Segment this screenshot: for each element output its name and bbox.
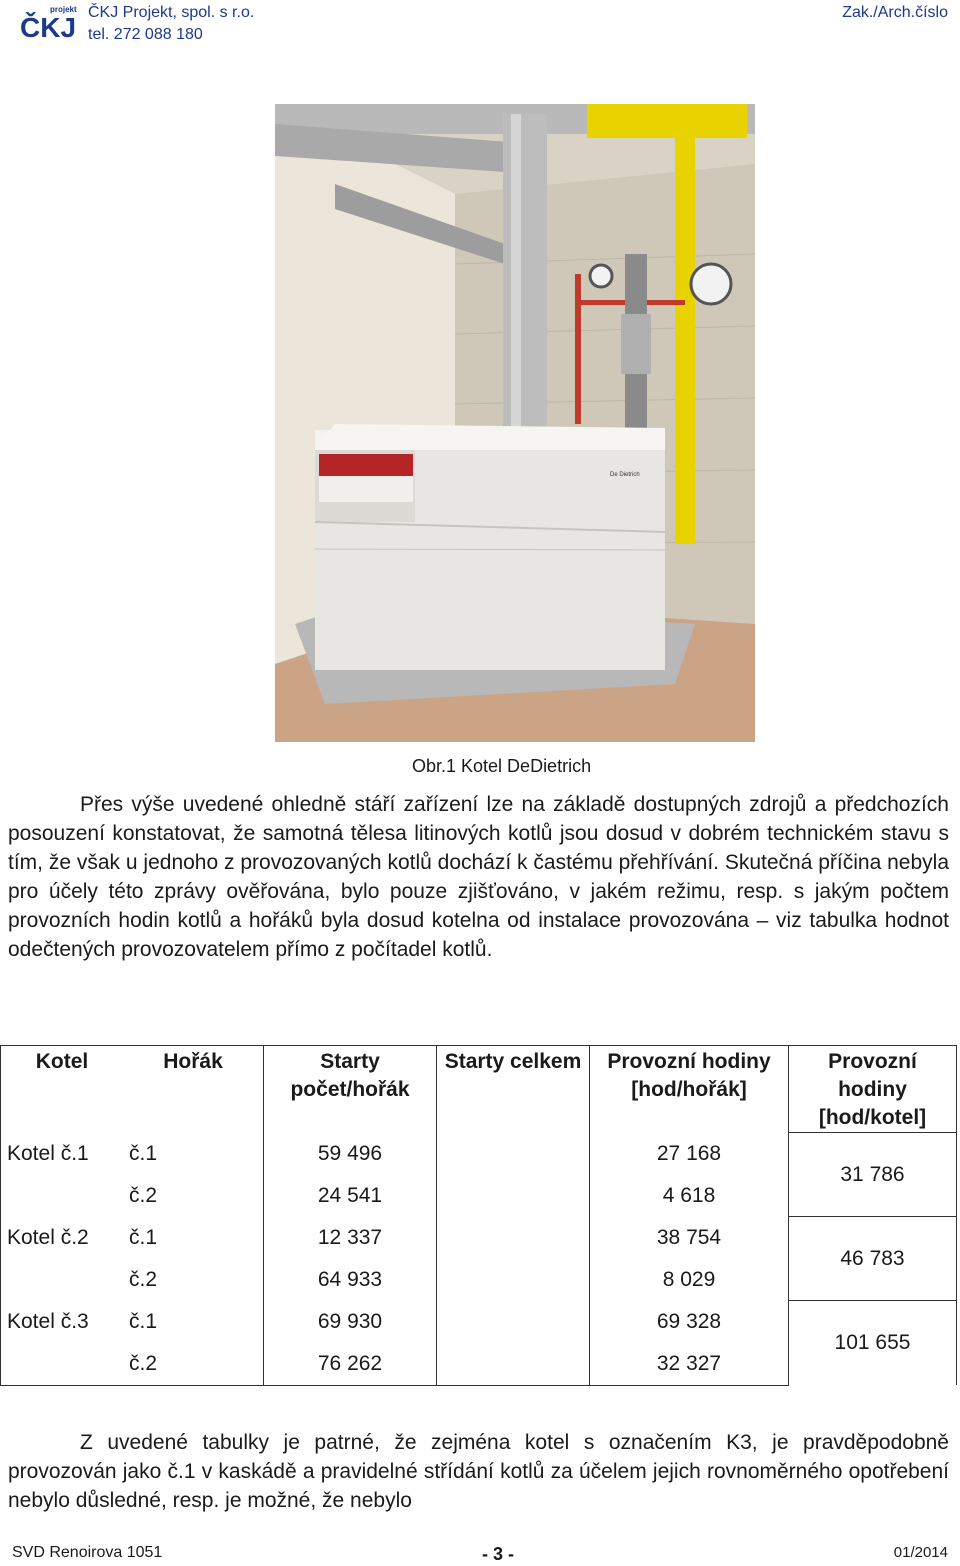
footer-page-number: - 3 - xyxy=(482,1544,515,1564)
cell-kotel-total: 101 655 xyxy=(789,1301,957,1386)
cell-horak: č.2 xyxy=(123,1175,264,1217)
reference-number-label: Zak./Arch.číslo xyxy=(842,4,948,21)
figure-caption: Obr.1 Kotel DeDietrich xyxy=(412,756,592,776)
cell-celkem xyxy=(437,1217,590,1259)
table-row xyxy=(1,1133,957,1175)
cell-kotel xyxy=(1,1343,124,1386)
header-horak: Hořák xyxy=(123,1046,264,1133)
cell-starty: 69 930 xyxy=(317,1309,383,1333)
cell-hodiny: 32 327 xyxy=(590,1343,789,1386)
cell-kotel: Kotel č.3 xyxy=(1,1301,124,1343)
svg-text:projekt: projekt xyxy=(50,5,77,14)
cell-hodiny: 27 168 xyxy=(590,1133,789,1175)
header-starty-pocet: Starty počet/hořák xyxy=(264,1046,437,1133)
cell-celkem xyxy=(437,1301,590,1343)
cell-horak: č.2 xyxy=(123,1259,264,1301)
cell-hodiny: 38 754 xyxy=(590,1217,789,1259)
header-hodiny-kotel: Provozní hodiny [hod/kotel] xyxy=(789,1046,957,1133)
cell-starty: 12 337 xyxy=(317,1225,383,1249)
cell-starty: 76 262 xyxy=(264,1343,437,1386)
cell-hodiny: 69 328 xyxy=(590,1301,789,1343)
cell-celkem xyxy=(437,1343,590,1386)
cell-kotel xyxy=(1,1259,124,1301)
body-paragraph-1: Přes výše uvedené ohledně stáří zařízení lze na základě dostupných zdrojů a předchozích posouzení konstatovat, že samotná tělesa litinových kotlů jsou dosud v dobrém technickém stavu s tím, že však u jednoho z provozovaných kotlů dochází k častému přehřívání. Skutečná příčina nebyla pro účely této zprávy ověřována, bylo pouze zjišťováno, v jakém režimu, resp. s jakým počtem provozních hodin kotlů a hořáků byla dosud kotelna od instalace provozována – viz tabulka hodnot odečtených provozovatelem přímo z počítadel kotlů. xyxy=(8,793,949,961)
boiler-brand-label: De Dietrich xyxy=(610,472,640,478)
company-logo xyxy=(20,4,77,43)
footer-project-name: SVD Renoirova 1051 xyxy=(12,1544,163,1561)
cell-celkem xyxy=(437,1259,590,1301)
header-starty-celkem: Starty celkem xyxy=(437,1046,590,1133)
table-row xyxy=(1,1301,957,1343)
cell-kotel-total: 46 783 xyxy=(789,1217,957,1301)
table-header-row xyxy=(1,1046,957,1133)
company-phone: tel. 272 088 180 xyxy=(88,26,203,43)
cell-starty: 24 541 xyxy=(317,1183,383,1207)
footer-date: 01/2014 xyxy=(893,1544,948,1561)
cell-starty: 59 496 xyxy=(317,1141,383,1165)
boiler-photo xyxy=(275,104,755,742)
svg-text:ČKJ: ČKJ xyxy=(20,12,77,43)
cell-horak: č.1 xyxy=(123,1217,264,1259)
operating-hours-table xyxy=(0,1045,957,1386)
company-header xyxy=(88,2,254,46)
header-kotel: Kotel xyxy=(1,1046,124,1133)
cell-kotel xyxy=(1,1175,124,1217)
cell-starty: 64 933 xyxy=(317,1267,383,1291)
cell-kotel: Kotel č.2 xyxy=(1,1217,124,1259)
company-name: ČKJ Projekt, spol. s r.o. xyxy=(88,4,255,21)
cell-kotel: Kotel č.1 xyxy=(1,1133,124,1175)
cell-horak: č.1 xyxy=(123,1301,264,1343)
body-paragraph-2: Z uvedené tabulky je patrné, že zejména kotel s označením K3, je pravděpodobně provozován jako č.1 v kaskádě a pravidelné střídání kotlů za účelem jejich rovnoměrného opotřebení nebylo důsledné, resp. je možné, že nebylo xyxy=(8,1431,949,1512)
header-hodiny-horak: Provozní hodiny [hod/hořák] xyxy=(590,1046,789,1133)
cell-kotel-total: 31 786 xyxy=(789,1133,957,1217)
cell-horak: č.2 xyxy=(123,1343,264,1386)
cell-celkem xyxy=(437,1175,590,1217)
cell-hodiny: 8 029 xyxy=(590,1259,789,1301)
cell-horak: č.1 xyxy=(123,1133,264,1175)
cell-hodiny: 4 618 xyxy=(590,1175,789,1217)
table-row xyxy=(1,1217,957,1259)
cell-celkem xyxy=(437,1133,590,1175)
